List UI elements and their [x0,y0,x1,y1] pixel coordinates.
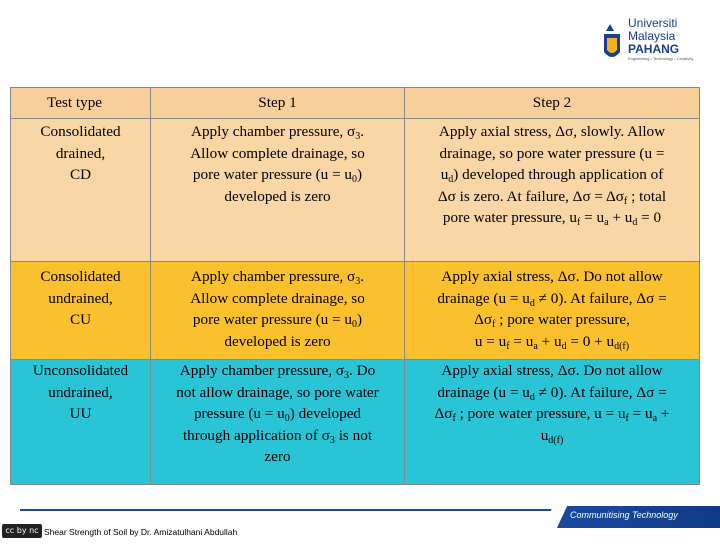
header-step-1: Step 1 [151,88,405,119]
cell-step-1: Apply chamber pressure, $\sigma_3$. Allow complete drainage, so pore water pressure $(u = u_0)$ developed is zero [151,119,405,262]
table-row-cd [11,119,700,262]
footer-divider [20,509,560,511]
university-tagline: Engineering • Technology • Creativity [628,56,694,61]
cell-test-type [11,119,151,262]
triaxial-test-table [10,87,700,485]
cell-test-type [11,262,151,360]
test-type-line: undrained, [48,289,113,307]
header-step-2: Step 2 [405,88,700,119]
cell-test-type [11,360,151,485]
cell-step-1: Apply chamber pressure, $\sigma_3$. Allow complete drainage, so pore water pressure $(u = u_0)$ developed is zero [151,262,405,360]
footer-credit: Shear Strength of Soil by Dr. Amizatulhani Abdullah [44,527,238,537]
test-type-line: drained, [55,144,106,162]
test-type-abbrev: UU [69,405,92,423]
table-header-row [11,88,700,119]
test-type-line: undrained, [48,383,113,401]
test-type-abbrev: CD [69,166,92,184]
cell-step-2: Apply axial stress, Δσ. Do not allow drainage $(u = u_d \ne 0)$. At failure, Δσ = $\Delta\sigma_f$ ; pore water pressure, $u = u_f = u_a$ + $u_{d(f)}$ [405,360,700,485]
creative-commons-icon: cc by nc sa [2,524,42,538]
table-row-cu [11,262,700,360]
test-type-line: Consolidated [40,123,121,140]
cell-step-2: Apply axial stress, Δσ. Do not allow drainage $(u = u_d \ne 0)$. At failure, Δσ = $\Delta\sigma_f$ ; pore water pressure, $u = u_f = u_a + u_d = 0 + u_{d(f)}$ [405,262,700,360]
test-type-line: Consolidated [40,268,121,285]
university-name [628,17,693,62]
table-row-uu [11,360,700,485]
university-line2: Malaysia [628,29,676,43]
university-line3: PAHANG [628,42,680,56]
test-type-abbrev: CU [69,311,92,329]
cell-step-1: Apply chamber pressure, $\sigma_3$. Do not allow drainage, so pore water pressure $(u = u_0)$ developed through application of $\sigma_3$ is not zero [151,360,405,485]
footer-tagline: Communitising Technology [570,510,678,520]
test-type-line: Unconsolidated [32,362,129,379]
university-line1: Universiti [628,16,678,30]
header-test-type: Test type [11,88,151,119]
cell-step-2: Apply axial stress, Δσ, slowly. Allow drainage, so pore water pressure (u = $u_d$) developed through application of Δσ is zero. At failure, $\Delta\sigma = \Delta\sigma_f$ ; total pore water pressure, $u_f = u_a + u_d = 0$ [405,119,700,262]
